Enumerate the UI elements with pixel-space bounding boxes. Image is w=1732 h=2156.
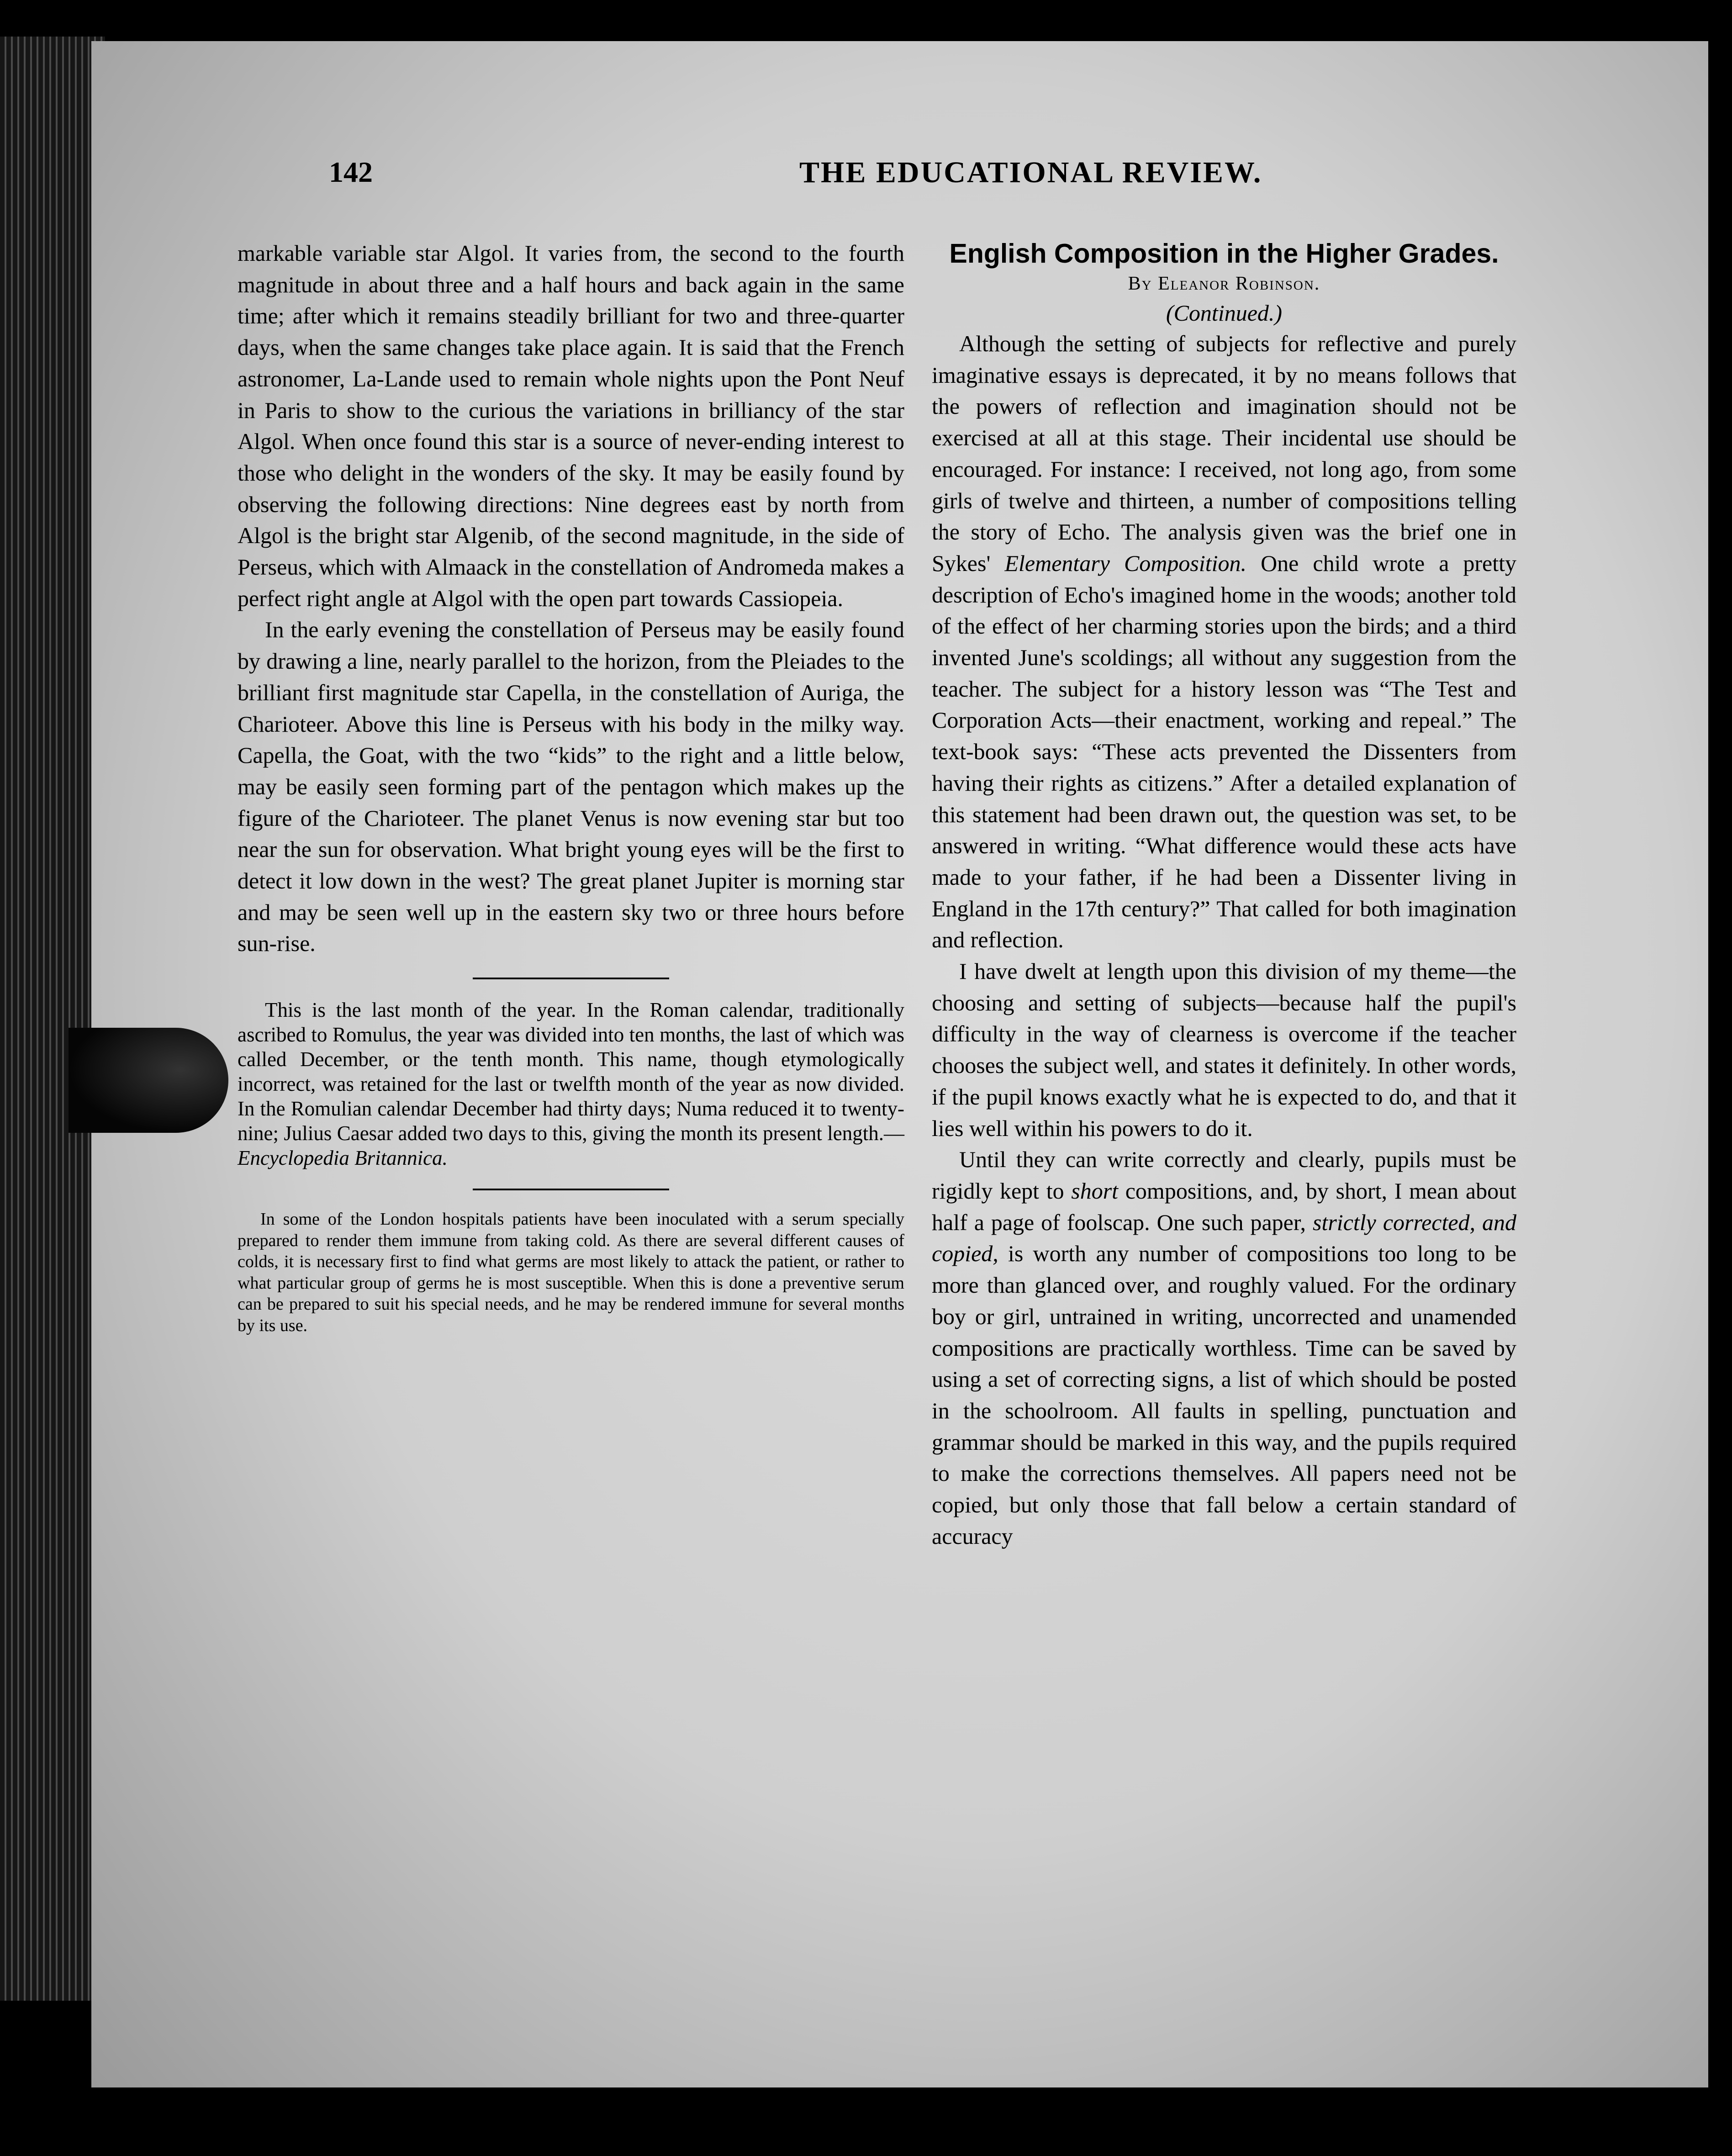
section-divider <box>473 978 669 979</box>
p1-text-a: Although the setting of subjects for reflective and purely imaginative essays is deprecated, it by no means follows that the powers of reflection and imagination should not be exercised at all at this stage. Their incidental use should be encouraged. For instance: I received, not long ago, from some girls of twelve and thirteen, a number of compositions telling the story of Echo. The analysis given was the brief one in Sykes' <box>932 331 1516 576</box>
running-head: THE EDUCATIONAL REVIEW. <box>799 156 1262 189</box>
p3-short-emphasis: short <box>1071 1178 1119 1204</box>
hospital-note: In some of the London hospitals patients have been inoculated with a serum specially prepared to render them immune from taking cold. As there are several different causes of colds, it is necessary first to find what germs are most likely to attack the patient, or rather to what particular group of germs he is most susceptible. When this is done a preventive serum can be prepared to suit his special needs, and he may be rendered immune for several months by its use. <box>238 1210 904 1335</box>
p3-strict-emphasis: strictly corrected, and copied, <box>932 1209 1517 1267</box>
calendar-note-text: This is the last month of the year. In the Roman calendar, traditionally ascribed to Romulus, the year was divided into ten months, the last of which was called December, or the tenth month. This name, though etymologically incorrect, was retained for the last or twelfth month of the year as now divided. In the Romulian calendar December had thirty days; Numa reduced it to twenty-nine; Julius Caesar added two days to this, giving the month its present length.— <box>238 999 904 1145</box>
article-paragraph-2: I have dwelt at length upon this division of my theme—the choosing and setting of subjects—because half the pupil's difficulty in the way of clearness is overcome if the teacher chooses the subject well, and states it definitely. In other words, if the pupil knows exactly what he is expected to do, and that it lies well within his powers to do it. <box>932 958 1516 1141</box>
astronomy-paragraph-2: In the early evening the constellation of Perseus may be easily found by drawing a line, nearly parallel to the horizon, from the Pleiades to the brilliant first magnitude star Capella, in the constellation of Auriga, the Charioteer. Above this line is Perseus with his body in the milky way. Capella, the Goat, with the two “kids” to the right and a little below, may be easily seen forming part of the pentagon which makes up the figure of the Charioteer. The planet Venus is now evening star but too near the sun for observation. What bright young eyes will be the first to detect it low down in the west? The great planet Jupiter is morning star and may be seen well up in the eastern sky two or three hours before sun-rise. <box>238 617 904 956</box>
p1-text-b: One child wrote a pretty description of Echo's imagined home in the woods; another told of the effect of her charming stories upon the birds; and a third invented June's scoldings; all without any suggestion from the teacher. The subject for a history lesson was “The Test and Corporation Acts—their enactment, working and repeal.” The text-book says: “These acts prevented the Dissenters from having their rights as citizens.” After a detailed explanation of this statement had been drawn out, the question was set, to be answered in writing. “What difference would these acts have made to your father, if he had been a Dissenter living in England in the 17th century?” That called for both imagination and reflection. <box>932 550 1517 953</box>
calendar-note-source: Encyclopedia Britannica. <box>238 1147 448 1170</box>
book-page-edges <box>0 37 105 2001</box>
section-divider <box>473 1189 669 1190</box>
p3-text-b: compositions, and, by short, I mean about half a page of foolscap. One such paper, <box>932 1178 1517 1235</box>
p3-text-a: Until they can write correctly and clearly, pupils must be rigidly kept to <box>932 1147 1516 1204</box>
p1-book-title: Elementary Composition. <box>1004 550 1247 576</box>
article-paragraph-3 <box>932 1144 1516 1552</box>
p3-text-c: is worth any number of compositions too long to be more than glanced over, and roughly valued. For the ordinary boy or girl, untrained in writing, uncorrected and unamended compositions are practically worthless. Time can be saved by using a set of correcting signs, a list of which should be posted in the schoolroom. All faults in spelling, punctuation and grammar should be marked in this way, and the pupils required to make the corrections themselves. All papers need not be copied, but only those that fall below a certain standard of accuracy <box>932 1241 1517 1549</box>
article-title: English Composition in the Higher Grades. <box>949 238 1499 269</box>
left-column <box>238 238 904 1336</box>
article-paragraph-1 <box>932 328 1516 956</box>
right-column <box>932 238 1516 1552</box>
calendar-note <box>238 998 904 1170</box>
page-header <box>238 151 1562 219</box>
thumb-holding-page <box>69 1028 228 1133</box>
page-number: 142 <box>329 156 373 188</box>
article-byline: By Eleanor Robinson. <box>1128 273 1320 294</box>
hospital-note-block <box>238 1209 904 1336</box>
astronomy-paragraph-1: markable variable star Algol. It varies from, the second to the fourth magnitude in about three and a half hours and back again in the same time; after which it remains steadily brilliant for two and three-quarter days, when the same changes take place again. It is said that the French astronomer, La-Lande used to remain whole nights upon the Pont Neuf in Paris to show to the curious the variations in brilliancy of the star Algol. When once found this star is a source of never-ending interest to those who delight in the wonders of the sky. It may be easily found by observing the following directions: Nine degrees east by north from Algol is the bright star Algenib, of the second magnitude, in the side of Perseus, which with Almaack in the constellation of Andromeda makes a perfect right angle at Algol with the open part towards Cassiopeia. <box>238 240 904 611</box>
continued-label: (Continued.) <box>1166 300 1283 326</box>
